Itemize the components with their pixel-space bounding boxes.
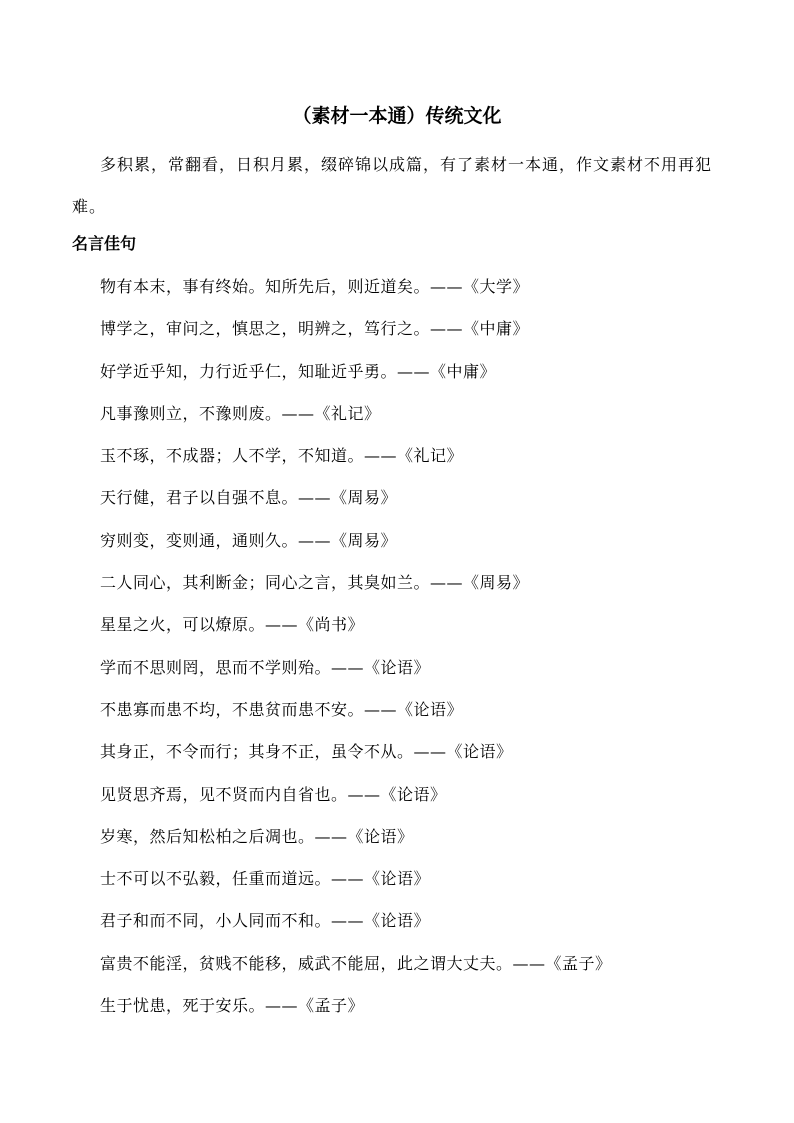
quote-item: 穷则变，变则通，通则久。——《周易》 bbox=[100, 530, 398, 550]
quote-item: 物有本末，事有终始。知所先后，则近道矣。——《大学》 bbox=[100, 277, 530, 296]
section-heading: 名言佳句 bbox=[72, 234, 137, 253]
quote-item: 见贤思齐焉，见不贤而内自省也。——《论语》 bbox=[100, 784, 447, 804]
quote-item: 星星之火，可以燎原。——《尚书》 bbox=[100, 615, 365, 635]
quote-item: 好学近乎知，力行近乎仁，知耻近乎勇。——《中庸》 bbox=[100, 361, 497, 381]
intro-paragraph: 多积累，常翻看，日积月累，缀碎锦以成篇，有了素材一本通，作文素材不用再犯难。 bbox=[72, 155, 713, 216]
quote-item: 其身正，不令而行；其身不正，虽令不从。——《论语》 bbox=[100, 742, 513, 762]
quote-item: 博学之，审问之，慎思之，明辨之，笃行之。——《中庸》 bbox=[100, 319, 530, 339]
quote-item: 天行健，君子以自强不息。——《周易》 bbox=[100, 488, 398, 508]
document-title: （素材一本通）传统文化 bbox=[292, 105, 502, 127]
quote-item: 士不可以不弘毅，任重而道远。——《论语》 bbox=[100, 869, 431, 889]
quote-item: 玉不琢，不成器；人不学，不知道。——《礼记》 bbox=[100, 446, 464, 466]
quote-list bbox=[100, 266, 740, 1027]
quote-item: 君子和而不同，小人同而不和。——《论语》 bbox=[100, 911, 431, 931]
quote-item: 二人同心，其利断金；同心之言，其臭如兰。——《周易》 bbox=[100, 573, 530, 593]
quote-item: 富贵不能淫，贫贱不能移，威武不能屈，此之谓大丈夫。——《孟子》 bbox=[100, 953, 612, 973]
quote-item: 凡事豫则立，不豫则废。——《礼记》 bbox=[100, 403, 381, 423]
quote-item: 学而不思则罔，思而不学则殆。——《论语》 bbox=[100, 657, 431, 677]
quote-item: 不患寡而患不均，不患贫而患不安。——《论语》 bbox=[100, 699, 464, 719]
quote-item: 生于忧患，死于安乐。——《孟子》 bbox=[100, 996, 365, 1016]
quote-item: 岁寒，然后知松柏之后凋也。——《论语》 bbox=[100, 826, 414, 846]
